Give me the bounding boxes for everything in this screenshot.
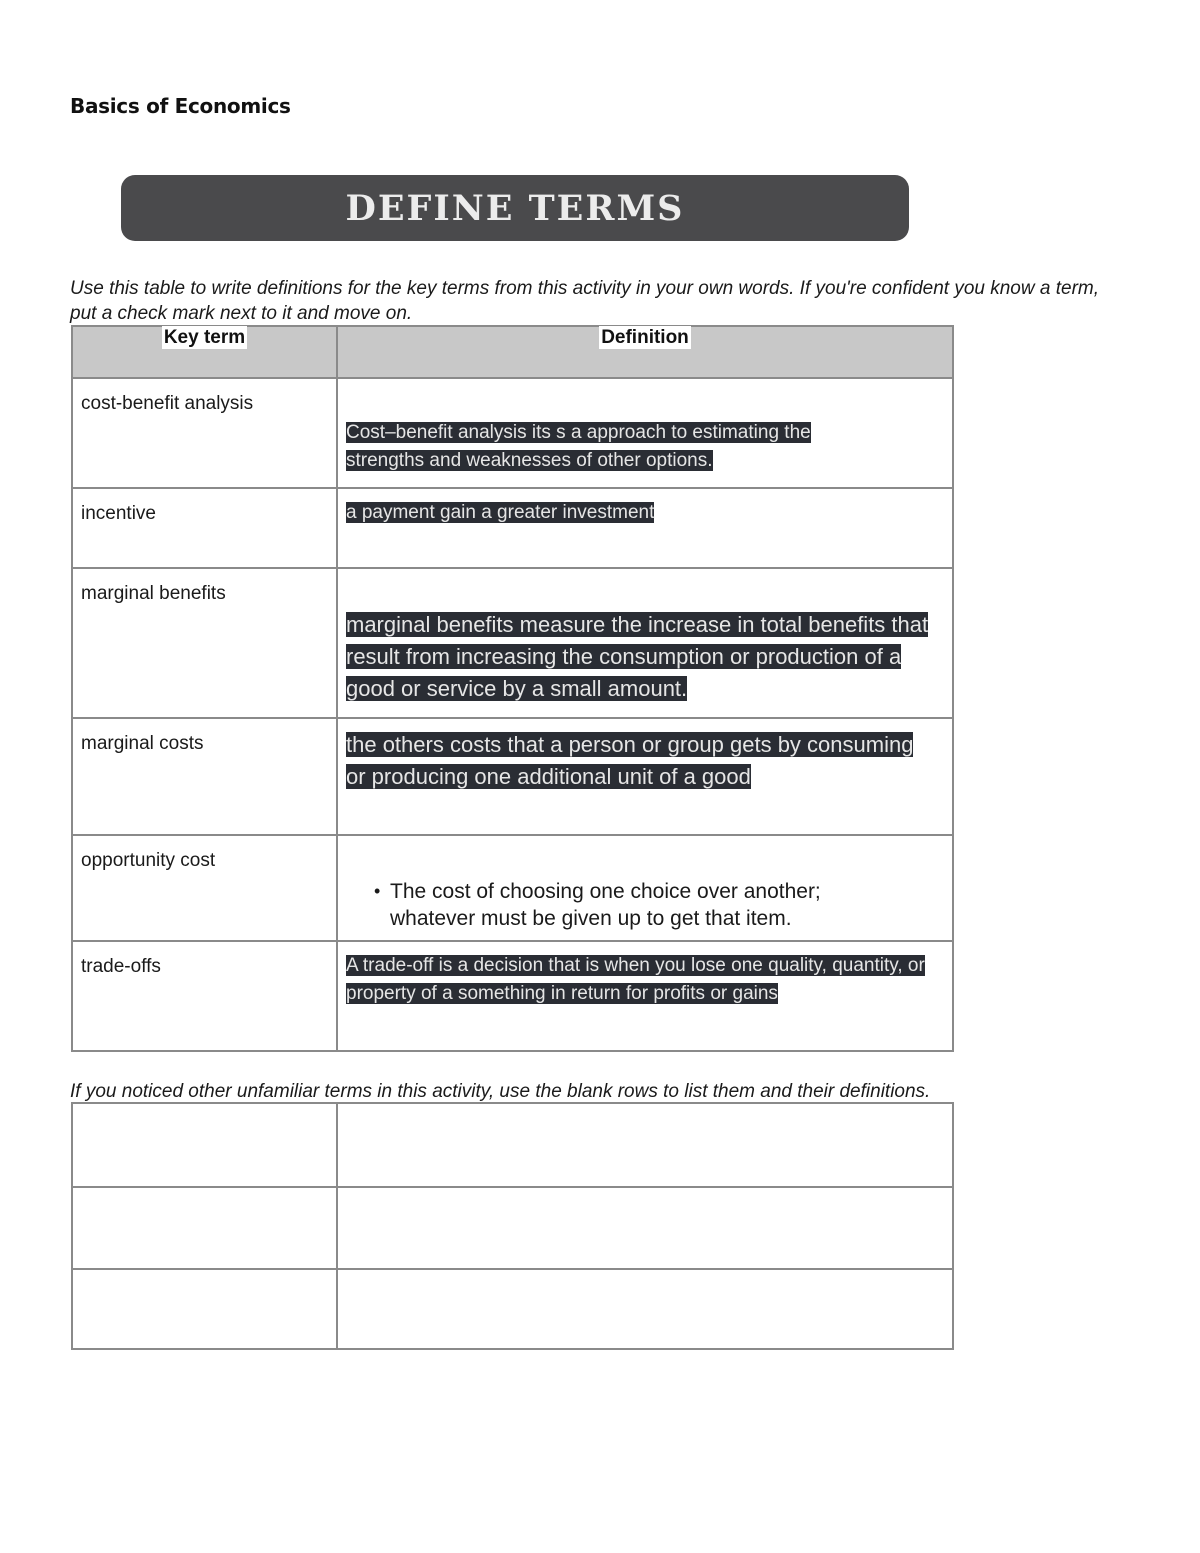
bullet-icon: • xyxy=(374,881,381,901)
blank-definition-cell[interactable] xyxy=(337,1103,953,1187)
blank-term-cell[interactable] xyxy=(72,1103,337,1187)
term-trade-offs: trade-offs xyxy=(81,956,161,977)
term-marginal-costs: marginal costs xyxy=(81,733,204,754)
term-cell[interactable] xyxy=(72,941,337,1051)
definition-cell[interactable] xyxy=(337,378,953,488)
blank-definition-cell[interactable] xyxy=(337,1187,953,1269)
term-cell[interactable] xyxy=(72,718,337,835)
table-header-row xyxy=(72,326,953,378)
definition-text: A trade-off is a decision that is when you lose one quality, quantity, or property of a something in return for profits or gains xyxy=(346,955,925,1004)
definition-cell[interactable] xyxy=(337,568,953,718)
definition-cell[interactable] xyxy=(337,488,953,568)
term-cell[interactable] xyxy=(72,378,337,488)
definition-cell[interactable] xyxy=(337,941,953,1051)
blank-row xyxy=(72,1269,953,1349)
definition-text: the others costs that a person or group gets by consuming or producing one additional unit of a good xyxy=(346,732,914,789)
table-row xyxy=(72,718,953,835)
definition-cell[interactable] xyxy=(337,718,953,835)
blank-definition-cell[interactable] xyxy=(337,1269,953,1349)
blank-term-cell[interactable] xyxy=(72,1187,337,1269)
table-row xyxy=(72,488,953,568)
header-key-term: Key term xyxy=(72,326,337,378)
term-cell[interactable] xyxy=(72,568,337,718)
key-terms-table xyxy=(71,325,954,1052)
definition-text: a payment gain a greater investment xyxy=(346,502,655,523)
definition-text: marginal benefits measure the increase in total benefits that result from increasing the consumption or production of a good or service by a small amount. xyxy=(346,612,929,701)
extra-terms-table xyxy=(71,1102,954,1350)
table-row xyxy=(72,568,953,718)
term-marginal-benefits: marginal benefits xyxy=(81,583,226,604)
blank-term-cell[interactable] xyxy=(72,1269,337,1349)
intro-instructions: Use this table to write definitions for the key terms from this activity in your own words. If you're confident you know a term, put a check mark next to it and move on. xyxy=(70,278,1099,324)
blank-row xyxy=(72,1187,953,1269)
term-cost-benefit-analysis: cost-benefit analysis xyxy=(81,393,254,414)
definition-bullet-list xyxy=(338,836,952,932)
table-row xyxy=(72,835,953,941)
list-item xyxy=(338,878,870,932)
extra-terms-instructions: If you noticed other unfamiliar terms in this activity, use the blank rows to list them and their definitions. xyxy=(70,1081,931,1102)
term-incentive: incentive xyxy=(81,503,156,524)
define-terms-banner xyxy=(121,175,909,241)
table-row xyxy=(72,378,953,488)
banner-title: DEFINE TERMS xyxy=(345,187,685,229)
table-row xyxy=(72,941,953,1051)
definition-text: Cost–benefit analysis its s a approach to estimating the strengths and weaknesses of other options. xyxy=(346,422,811,471)
blank-row xyxy=(72,1103,953,1187)
term-cell[interactable] xyxy=(72,835,337,941)
document-title: Basics of Economics xyxy=(70,94,291,118)
term-opportunity-cost: opportunity cost xyxy=(81,850,216,871)
definition-cell[interactable] xyxy=(337,835,953,941)
definition-text: The cost of choosing one choice over another; whatever must be given up to get that item. xyxy=(390,880,821,930)
term-cell[interactable] xyxy=(72,488,337,568)
header-definition: Definition xyxy=(337,326,953,378)
